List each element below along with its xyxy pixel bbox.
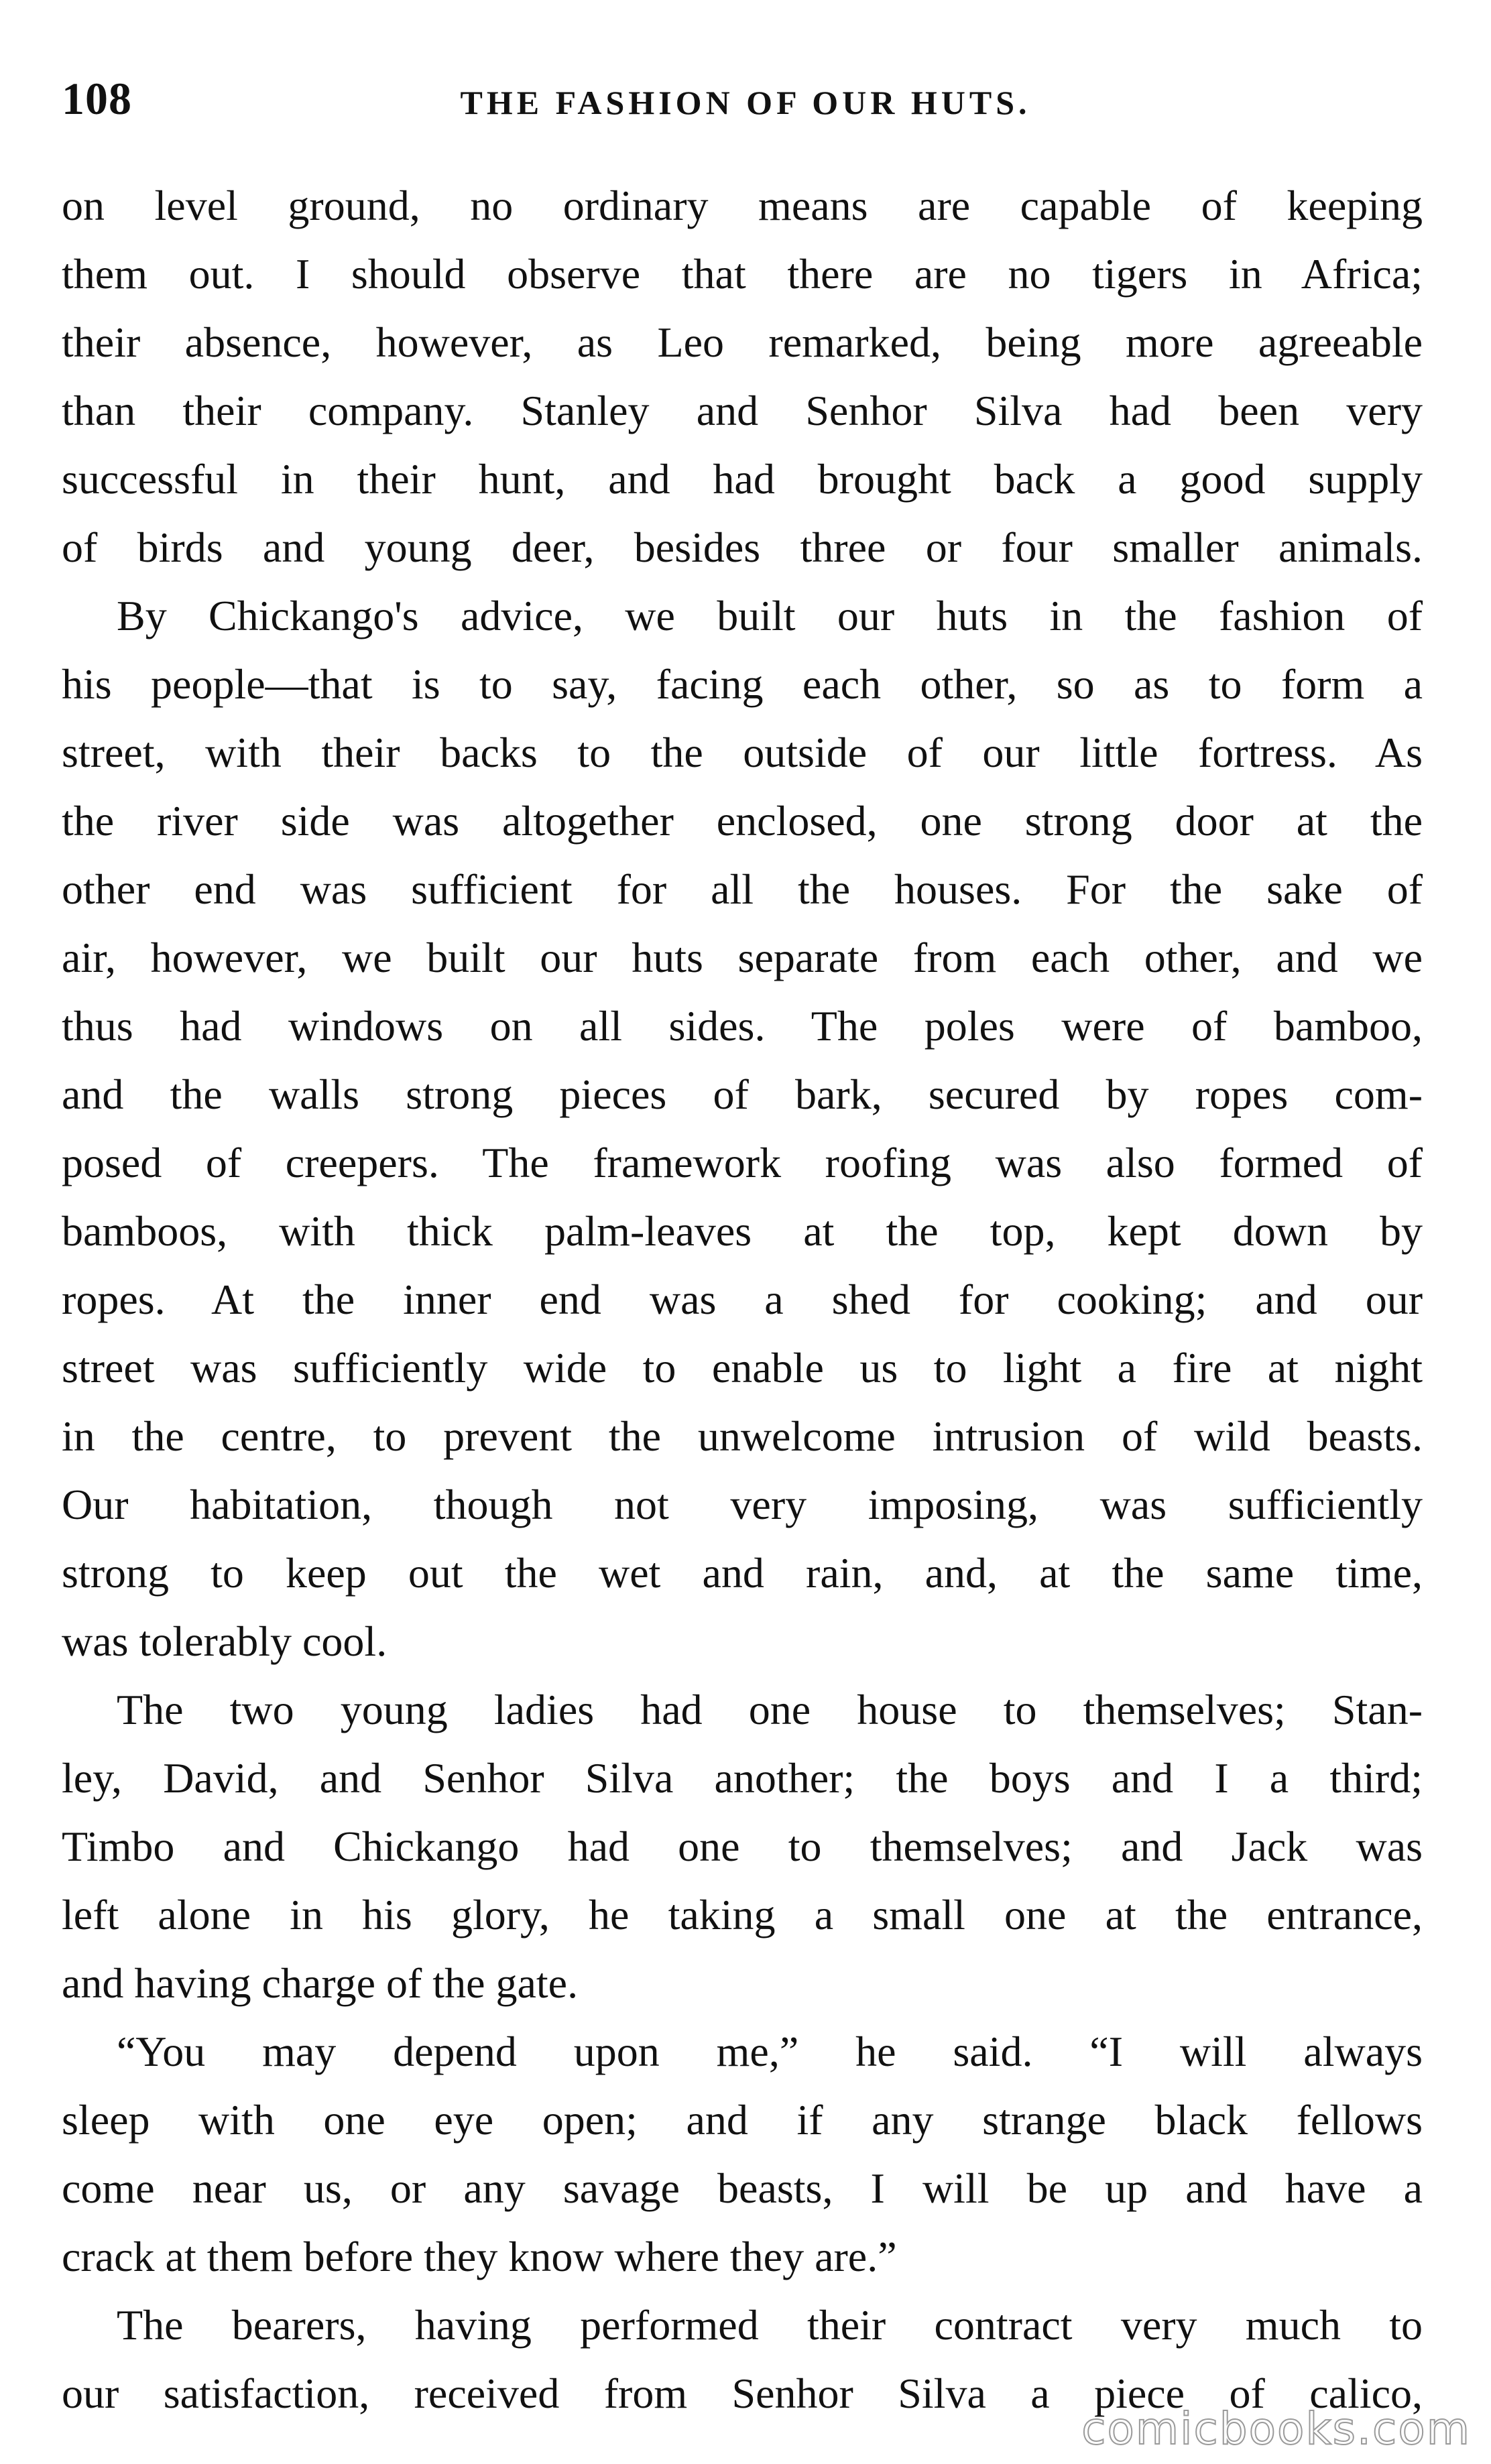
text-line: the river side was altogether enclosed, one strong door at the — [62, 797, 1423, 845]
text-line: successful in their hunt, and had brought back a good supply — [62, 455, 1423, 503]
text-line: his people—that is to say, facing each other, so as to form a — [62, 660, 1423, 708]
text-line: other end was sufficient for all the houses. For the sake of — [62, 865, 1423, 913]
text-line: air, however, we built our huts separate from each other, and we — [62, 934, 1423, 981]
text-line: them out. I should observe that there are no tigers in Africa; — [62, 250, 1423, 298]
text-line: was tolerably cool. — [62, 1617, 387, 1665]
text-line: ley, David, and Senhor Silva another; the boys and I a third; — [62, 1754, 1423, 1802]
text-line: strong to keep out the wet and rain, and, at the same time, — [62, 1549, 1423, 1597]
text-line: The bearers, having performed their contract very much to — [117, 2301, 1423, 2349]
text-line: street was sufficiently wide to enable us to light a fire at night — [62, 1344, 1423, 1392]
text-line: ropes. At the inner end was a shed for cooking; and our — [62, 1276, 1423, 1323]
text-line: By Chickango's advice, we built our huts in the fashion of — [117, 592, 1423, 639]
text-line: in the centre, to prevent the unwelcome intrusion of wild beasts. — [62, 1412, 1423, 1460]
watermark-logo: comicbooks.com — [1081, 2403, 1471, 2455]
text-line: of birds and young deer, besides three or four smaller animals. — [62, 523, 1423, 571]
text-line: our satisfaction, received from Senhor Silva a piece of calico, — [62, 2369, 1423, 2417]
page-number: 108 — [62, 73, 132, 124]
running-header — [62, 62, 1429, 135]
text-line: thus had windows on all sides. The poles were of bamboo, — [62, 1002, 1423, 1050]
body-text — [62, 172, 1423, 2428]
text-line: Timbo and Chickango had one to themselves; and Jack was — [62, 1823, 1423, 1870]
text-line: crack at them before they know where they are.” — [62, 2233, 897, 2280]
text-line: Our habitation, though not very imposing, was sufficiently — [62, 1481, 1423, 1528]
text-line: and the walls strong pieces of bark, secured by ropes com- — [62, 1070, 1423, 1118]
text-line: posed of creepers. The framework roofing was also formed of — [62, 1139, 1423, 1186]
paragraph-4 — [62, 2018, 1423, 2291]
paragraph-3 — [62, 1676, 1423, 2018]
text-line: come near us, or any savage beasts, I will be up and have a — [62, 2164, 1423, 2212]
text-line: The two young ladies had one house to themselves; Stan- — [117, 1686, 1423, 1733]
paragraph-2 — [62, 582, 1423, 1676]
text-line: sleep with one eye open; and if any strange black fellows — [62, 2096, 1423, 2144]
text-line: on level ground, no ordinary means are capable of keeping — [62, 182, 1423, 229]
text-line: “You may depend upon me,” he said. “I will always — [117, 2028, 1423, 2075]
text-line: and having charge of the gate. — [62, 1959, 579, 2007]
running-title: THE FASHION OF OUR HUTS. — [460, 84, 1031, 121]
paragraph-1 — [62, 172, 1423, 582]
text-line: street, with their backs to the outside of our little fortress. As — [62, 729, 1423, 776]
text-line: their absence, however, as Leo remarked, being more agreeable — [62, 318, 1423, 366]
text-line: than their company. Stanley and Senhor Silva had been very — [62, 387, 1423, 434]
text-line: bamboos, with thick palm-leaves at the top, kept down by — [62, 1207, 1423, 1255]
text-line: left alone in his glory, he taking a small one at the entrance, — [62, 1891, 1423, 1938]
